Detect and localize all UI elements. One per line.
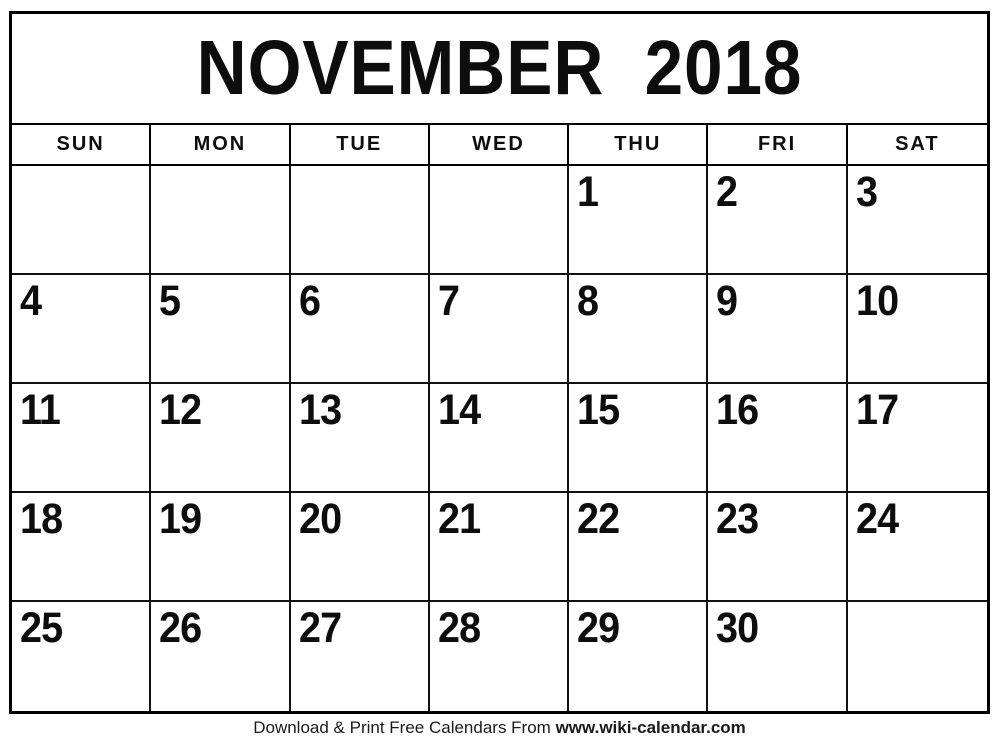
calendar-cell: [430, 384, 569, 493]
calendar-cell: [430, 275, 569, 384]
calendar-cell: [12, 275, 151, 384]
calendar-cell: [430, 493, 569, 602]
calendar-cell: [291, 166, 430, 275]
calendar-cell: [569, 493, 708, 602]
calendar-cell: [430, 166, 569, 275]
date-number: 23: [716, 495, 759, 543]
date-number: 12: [159, 386, 202, 434]
calendar-cell: [708, 602, 847, 711]
weekday-header-mon: MON: [151, 125, 290, 166]
calendar-cell: [708, 166, 847, 275]
weekday-header-tue: TUE: [291, 125, 430, 166]
date-number: 3: [855, 168, 877, 216]
date-number: 29: [577, 604, 620, 652]
calendar-cell: [708, 493, 847, 602]
footer-link[interactable]: www.wiki-calendar.com: [555, 718, 746, 737]
weekday-header-fri: FRI: [708, 125, 847, 166]
date-number: 9: [716, 277, 738, 325]
date-number: 25: [20, 604, 63, 652]
date-number: 8: [577, 277, 599, 325]
date-number: 18: [20, 495, 63, 543]
date-number: 16: [716, 386, 759, 434]
calendar-title-bar: [12, 14, 987, 125]
date-number: 14: [437, 386, 481, 434]
weekday-header-sun: SUN: [12, 125, 151, 166]
weekday-header-sat: SAT: [848, 125, 987, 166]
calendar-cell: [569, 166, 708, 275]
date-number: 11: [20, 386, 60, 434]
date-number: 17: [855, 386, 898, 434]
date-number: 6: [298, 277, 320, 325]
calendar-cell: [848, 602, 987, 711]
calendar-cell: [291, 602, 430, 711]
calendar-cell: [848, 166, 987, 275]
calendar-cell: [569, 602, 708, 711]
footer-text: Download & Print Free Calendars From: [253, 718, 556, 737]
calendar-cell: [291, 384, 430, 493]
calendar-cell: [151, 602, 290, 711]
calendar-cell: [569, 275, 708, 384]
date-number: 19: [159, 495, 202, 543]
date-number: 2: [716, 168, 738, 216]
calendar-cell: [291, 493, 430, 602]
calendar-cell: [708, 275, 847, 384]
date-number: 15: [577, 386, 620, 434]
calendar-cell: [12, 384, 151, 493]
date-number: 4: [20, 277, 42, 325]
footer: [0, 716, 999, 740]
date-number: 21: [437, 495, 481, 543]
date-number: 1: [577, 168, 599, 216]
calendar-cell: [151, 493, 290, 602]
calendar-cell: [430, 602, 569, 711]
weekday-header-wed: WED: [430, 125, 569, 166]
calendar-cell: [151, 275, 290, 384]
calendar-cell: [151, 166, 290, 275]
date-number: 13: [298, 386, 341, 434]
calendar-cell: [12, 166, 151, 275]
date-number: 20: [298, 495, 341, 543]
calendar-cell: [848, 275, 987, 384]
calendar-cell: [708, 384, 847, 493]
calendar-cell: [291, 275, 430, 384]
date-number: 22: [577, 495, 620, 543]
date-number: 7: [437, 277, 459, 325]
date-number: 30: [716, 604, 759, 652]
calendar-cell: [848, 384, 987, 493]
date-number: 28: [437, 604, 481, 652]
calendar-cell: [848, 493, 987, 602]
calendar: [9, 11, 990, 714]
calendar-cell: [569, 384, 708, 493]
date-number: 24: [855, 495, 898, 543]
calendar-cell: [12, 602, 151, 711]
calendar-cell: [12, 493, 151, 602]
date-number: 27: [298, 604, 341, 652]
date-number: 10: [855, 277, 898, 325]
date-number: 26: [159, 604, 202, 652]
weekday-header-thu: THU: [569, 125, 708, 166]
calendar-cell: [151, 384, 290, 493]
calendar-title: NOVEMBER 2018: [196, 25, 803, 111]
date-number: 5: [159, 277, 181, 325]
calendar-grid: [12, 125, 987, 711]
